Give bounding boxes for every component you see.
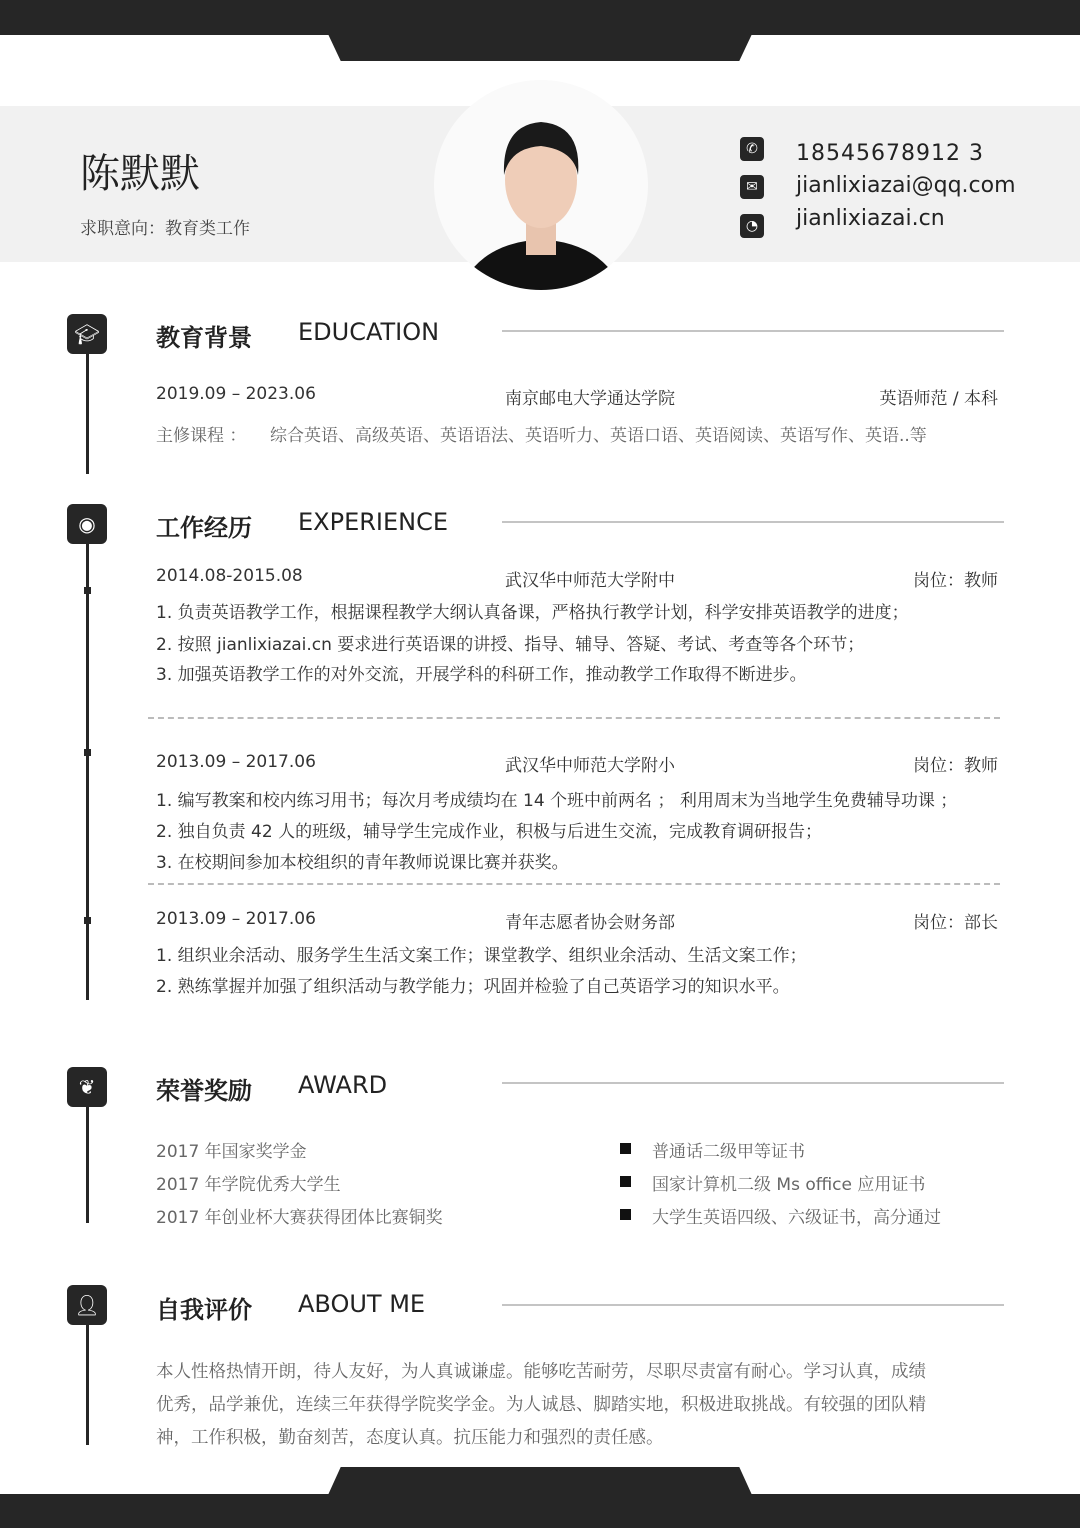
certificate-item: 大学生英语四级、六级证书，高分通过 — [652, 1208, 941, 1228]
top-tab-decoration — [328, 34, 752, 61]
job-org: 武汉华中师范大学附中 — [505, 571, 675, 591]
timeline-line — [86, 544, 89, 1000]
job-item: 1. 负责英语教学工作，根据课程教学大纲认真备课，严格执行教学计划，科学安排英语教学的进度； — [156, 603, 909, 623]
job-item: 3. 在校期间参加本校组织的青年教师说课比赛并获奖。 — [156, 853, 569, 873]
bottom-tab-decoration — [328, 1467, 752, 1495]
about-line: 本人性格热情开朗，待人友好，为人真诚谦虚。能够吃苦耐劳，尽职尽责富有耐心。学习认真，成绩 — [156, 1362, 926, 1382]
section-title: 荣誉奖励 — [156, 1077, 252, 1105]
job-period: 2014.08-2015.08 — [156, 566, 303, 586]
section-title-en: ABOUT ME — [298, 1290, 426, 1318]
candidate-name: 陈默默 — [80, 151, 200, 197]
section-title: 教育背景 — [156, 324, 252, 352]
job-period: 2013.09 – 2017.06 — [156, 752, 316, 772]
timeline-line — [86, 1325, 89, 1445]
dashed-divider — [148, 883, 1000, 885]
job-item: 2. 独自负责 42 人的班级，辅导学生完成作业，积极与后进生交流，完成教育调研报告； — [156, 822, 823, 842]
edu-school: 南京邮电大学通达学院 — [505, 389, 675, 409]
courses: 综合英语、高级英语、英语语法、英语听力、英语口语、英语阅读、英语写作、英语..等 — [270, 426, 927, 446]
dashed-divider — [148, 717, 1000, 719]
mail-icon: ✉ — [740, 175, 764, 199]
bullet-square — [620, 1176, 631, 1187]
award-item: 2017 年国家奖学金 — [156, 1142, 307, 1162]
timeline-line — [86, 354, 89, 474]
award-item: 2017 年学院优秀大学生 — [156, 1175, 341, 1195]
website: jianlixiazai.cn — [796, 206, 945, 231]
job-item: 2. 按照 jianlixiazai.cn 要求进行英语课的讲授、指导、辅导、答疑、考试、考查等各个环节； — [156, 635, 865, 655]
job-period: 2013.09 – 2017.06 — [156, 909, 316, 929]
courses-label: 主修课程 ： — [156, 426, 247, 446]
certificate-item: 国家计算机二级 Ms office 应用证书 — [652, 1175, 926, 1195]
timeline-marker — [84, 587, 91, 594]
section-title-en: EDUCATION — [298, 318, 440, 346]
phone-number: 18545678912 3 — [796, 141, 984, 166]
top-bar — [0, 0, 1080, 35]
section-title-en: EXPERIENCE — [298, 508, 449, 536]
timeline-marker — [84, 749, 91, 756]
edu-major: 英语师范 / 本科 — [879, 389, 998, 409]
bullet-square — [620, 1143, 631, 1154]
job-role: 岗位：教师 — [913, 571, 998, 591]
job-role: 岗位：教师 — [913, 756, 998, 776]
timeline-line — [86, 1107, 89, 1223]
phone-icon: ✆ — [740, 137, 764, 161]
certificate-item: 普通话二级甲等证书 — [652, 1142, 805, 1162]
email: jianlixiazai@qq.com — [796, 173, 1016, 198]
job-role: 岗位：部长 — [913, 913, 998, 933]
bullet-square — [620, 1209, 631, 1220]
job-item: 1. 组织业余活动、服务学生生活文案工作；课堂教学、组织业余活动、生活文案工作； — [156, 946, 807, 966]
job-item: 3. 加强英语教学工作的对外交流，开展学科的科研工作，推动教学工作取得不断进步。 — [156, 665, 807, 685]
graduation-cap-icon: 🎓︎ — [67, 314, 107, 354]
about-line: 神，工作积极，勤奋刻苦，态度认真。抗压能力和强烈的责任感。 — [156, 1428, 664, 1448]
timeline-marker — [84, 917, 91, 924]
divider — [502, 1304, 1004, 1306]
divider — [502, 521, 1004, 523]
job-item: 2. 熟练掌握并加强了组织活动与教学能力；巩固并检验了自己英语学习的知识水平。 — [156, 977, 790, 997]
section-title-en: AWARD — [298, 1071, 388, 1099]
job-intent: 求职意向：教育类工作 — [80, 219, 250, 239]
job-item: 1. 编写教案和校内练习用书；每次月考成绩均在 14 个班中前两名 ； 利用周末为当地学生免费辅导功课 ； — [156, 791, 958, 811]
person-icon: 👤︎ — [67, 1285, 107, 1325]
leaf-icon: ❦ — [67, 1067, 107, 1107]
divider — [502, 330, 1004, 332]
job-org: 青年志愿者协会财务部 — [505, 913, 675, 933]
divider — [502, 1082, 1004, 1084]
avatar-photo — [434, 80, 648, 290]
wechat-icon: ◔ — [740, 214, 764, 238]
about-line: 优秀，品学兼优，连续三年获得学院奖学金。为人诚恳、脚踏实地，积极进取挑战。有较强的团队精 — [156, 1395, 926, 1415]
bottom-bar — [0, 1494, 1080, 1528]
mouse-icon: ◉ — [67, 504, 107, 544]
section-title: 工作经历 — [156, 514, 252, 542]
section-title: 自我评价 — [156, 1296, 252, 1324]
job-org: 武汉华中师范大学附小 — [505, 756, 675, 776]
award-item: 2017 年创业杯大赛获得团体比赛铜奖 — [156, 1208, 443, 1228]
edu-period: 2019.09 – 2023.06 — [156, 384, 316, 404]
